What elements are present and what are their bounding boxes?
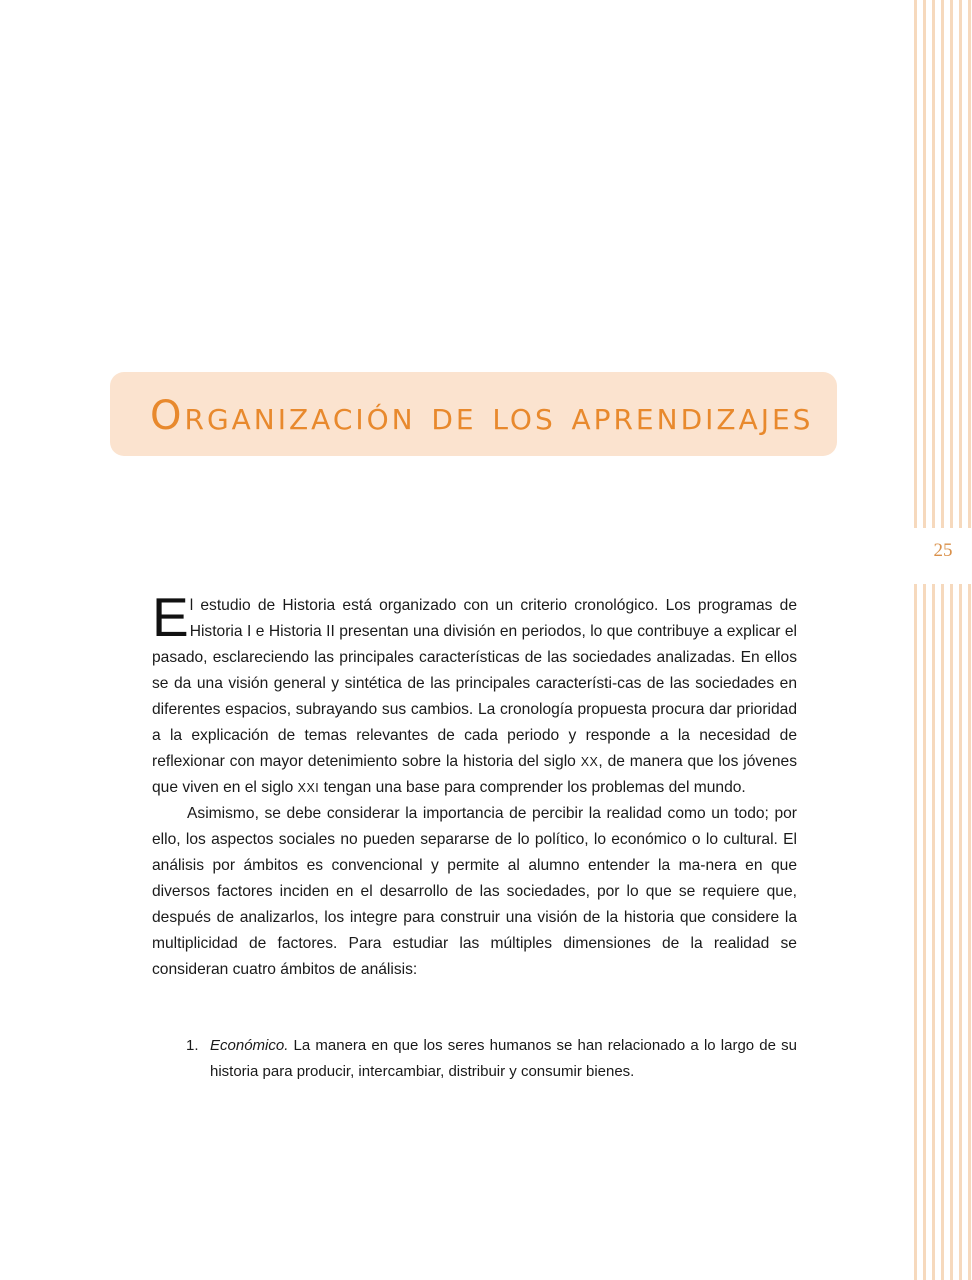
paragraph-second: Asimismo, se debe considerar la importancia de percibir la realidad como un todo; por ello, los aspectos sociales no pueden separarse de lo político, lo económico o lo cultural. El análisis por ámbitos es convencional y permite al alumno entender la ma-nera en que diversos factores inciden en el desarrollo de las sociedades, por lo que se requiere que, después de analizarlos, los integre para construir una visión de la historia que considere la multiplicidad de factores. Para estudiar las múltiples dimensiones de la realidad se consideran cuatro ámbitos de análisis:	[152, 805, 797, 978]
paragraph-intro	[152, 586, 797, 801]
list-item-text: La manera en que los seres humanos se han relacionado a lo largo de su historia para producir, intercambiar, distribuir y consumir bienes.	[210, 1037, 797, 1080]
margin-stripes	[914, 0, 972, 1280]
century-xx: XX	[580, 755, 599, 769]
section-title: Organización de los aprendizajes	[150, 393, 814, 439]
body-text	[152, 586, 797, 983]
page-number: 25	[933, 540, 953, 561]
paragraph-intro-text-c: tengan una base para comprender los problemas del mundo.	[319, 779, 746, 796]
paragraph-intro-text-b: , de manera que los jóvenes que viven en el siglo	[152, 753, 797, 796]
paragraph-intro-text-a: l estudio de Historia está organizado con un criterio cronológico. Los programas de Historia I e Historia II presentan una división en periodos, lo que contribuye a explicar el pasado, esclareciendo las principales características de las sociedades analizadas. En ellos se da una visión general y sintética de las principales característi-cas de las sociedades en diferentes espacios, subrayando sus cambios. La cronología propuesta procura dar prioridad a la explicación de temas relevantes de cada periodo y responde a la necesidad de reflexionar con mayor detenimiento sobre la historia del siglo	[152, 597, 797, 770]
list-item-number: 1.	[186, 1037, 199, 1054]
analysis-areas-list	[186, 1033, 797, 1085]
century-xxi: XXI	[297, 781, 320, 795]
list-item	[186, 1033, 797, 1085]
drop-cap: E	[152, 586, 189, 648]
section-title-band	[110, 372, 837, 456]
list-item-term: Económico.	[210, 1037, 289, 1054]
